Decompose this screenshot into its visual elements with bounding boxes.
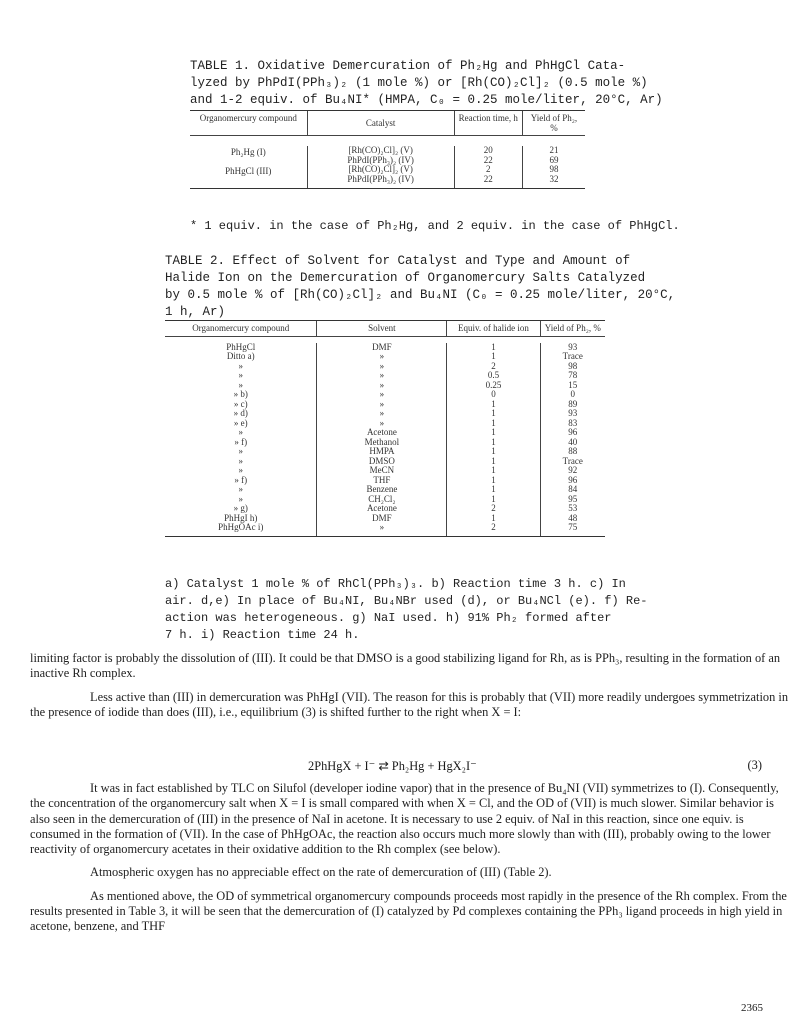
table2-equiv: 1: [491, 493, 496, 504]
table1-caption-line: TABLE 1. Oxidative Demercuration of Ph₂Hg and PhHgCl Cata-: [190, 59, 626, 73]
table2-solvent: Benzene: [366, 484, 398, 494]
table2-solvent: »: [379, 522, 385, 532]
table2-equiv: 2: [491, 503, 496, 513]
table2-footnote-line: 7 h. i) Reaction time 24 h.: [165, 628, 360, 642]
table1-catalyst: PhPdI(PPh₃)₂ (IV): [347, 154, 414, 165]
table2-yield: 88: [568, 446, 578, 456]
table-row: [190, 165, 585, 189]
table-row: [165, 343, 605, 537]
table2-footnote-line: action was heterogeneous. g) NaI used. h) 91% Ph₂ formed after: [165, 611, 612, 625]
table1-time: 22: [483, 173, 493, 184]
table2-compound: » c): [233, 398, 248, 409]
table1-footnote: [190, 218, 680, 235]
table2-compound: » f): [234, 436, 248, 447]
table2-solvent: DMF: [372, 341, 392, 352]
table2-yield: 96: [568, 427, 578, 437]
table2-solvent-column: [317, 343, 447, 537]
table2-equiv: 1: [491, 427, 496, 437]
table2-solvent: »: [379, 351, 385, 361]
table1-catalysts: [307, 165, 454, 189]
table1-compound: Ph₂Hg (I): [230, 147, 266, 157]
table1-catalyst: PhPdI(PPh₃)₂ (IV): [347, 173, 414, 184]
table2-solvent: »: [379, 379, 385, 390]
table2-compound: » b): [233, 389, 248, 399]
paragraph: As mentioned above, the OD of symmetrical organomercury compounds proceeds most rapidly in the presence of the Rh complex. From the results presented in Table 3, it will be seen that the demercuration of (I) catalyzed by Pd complexes containing the PPh₃ ligand proceeds in high yield in acetone, benzene, and THF: [30, 888, 787, 934]
table2-caption-line: 1 h, Ar): [165, 305, 226, 319]
table2-solvent: HMPA: [369, 446, 395, 456]
table2-equiv: 2: [491, 360, 496, 371]
table2-equiv-column: [447, 343, 540, 537]
table2-solvent: DMF: [372, 512, 392, 523]
table2-caption: [165, 253, 675, 321]
table1-footnote-text: * 1 equiv. in the case of Ph₂Hg, and 2 equiv. in the case of PhHgCl.: [190, 219, 680, 233]
table1-catalyst: [Rh(CO)₂Cl]₂ (V): [348, 145, 413, 155]
table2-solvent: MeCN: [369, 465, 395, 475]
table1-yield: 21: [549, 145, 559, 155]
page-number: 2365: [741, 1002, 763, 1014]
table2-equiv: 1: [491, 446, 496, 456]
table1-compound: PhHgCl (III): [190, 165, 307, 189]
table1-header-catalyst: Catalyst: [307, 111, 454, 136]
table2-solvent: »: [379, 408, 385, 418]
table2-solvent: »: [379, 370, 385, 380]
table2-yield: 84: [568, 484, 578, 494]
table2-caption-line: Halide Ion on the Demercuration of Organomercury Salts Catalyzed: [165, 271, 646, 285]
table2-solvent: Acetone: [366, 427, 397, 437]
table2-yield: 98: [568, 360, 578, 371]
table2-equiv: 1: [491, 408, 496, 418]
table1-yields: [522, 165, 585, 189]
table2-equiv: 1: [491, 398, 496, 409]
paragraph: Atmospheric oxygen has no appreciable effect on the rate of demercuration of (III) (Table 2).: [90, 865, 552, 880]
table2-equiv: 1: [491, 484, 496, 494]
table2-solvent: »: [379, 389, 385, 399]
table2-yield: 93: [568, 341, 578, 352]
paragraph: It was in fact established by TLC on Silufol (developer iodine vapor) that in the presence of Bu₄NI (VII) symmetrizes to (I). Consequently, the concentration of the organomercury salt when X = I is small compared with when X = Cl, and the OD of (VII) is much slower. Similar behavior is also seen in the demercuration of (III) in the presence of NaI in acetone. It is necessary to use 2 equiv. of NaI in this reaction, since one equiv. is consumed in the formation of (VII). In the case of PhHgOAc, the reaction also occurs much more slowly than with (III), probably owing to the lower reactivity of organomercury acetates in their oxidative addition to the Rh complex (see below).: [30, 781, 779, 857]
table2-equiv: 0.25: [485, 379, 502, 390]
table2-footnotes: [165, 576, 647, 644]
table2-solvent: Methanol: [364, 436, 400, 447]
table2-compound: » e): [233, 417, 248, 428]
table1-yield: 98: [549, 164, 559, 174]
table2-equiv: 0.5: [487, 370, 500, 380]
table2-compound: PhHgCl: [226, 341, 256, 352]
table1-header-time: Reaction time, h: [454, 111, 522, 136]
table2-yield: 89: [568, 398, 578, 409]
table1-header-yield: Yield of Ph₂, %: [522, 111, 585, 136]
table2-equiv: 1: [491, 341, 496, 352]
table2-yield: 53: [568, 503, 578, 513]
table2-compound: »: [238, 360, 243, 371]
table2-yield: 93: [568, 408, 578, 418]
table1-catalyst: [Rh(CO)₂Cl]₂ (V): [348, 164, 413, 174]
table2-caption-line: by 0.5 mole % of [Rh(CO)₂Cl]₂ and Bu₄NI (C₀ = 0.25 mole/liter, 20°C,: [165, 288, 676, 302]
table2-yield: 92: [568, 465, 578, 475]
table2-equiv: 1: [491, 455, 496, 466]
table2-compound: »: [238, 446, 243, 456]
table2-equiv: 1: [491, 417, 496, 428]
table2-yield: 15: [568, 379, 578, 390]
table2-solvent: »: [379, 360, 385, 371]
table1-header-compound: Organomercury compound: [190, 111, 307, 136]
table2-caption-line: TABLE 2. Effect of Solvent for Catalyst and Type and Amount of: [165, 254, 631, 268]
table1-caption-line: lyzed by PhPdI(PPh₃)₂ (1 mole %) or [Rh(CO)₂Cl]₂ (0.5 mole %): [190, 76, 648, 90]
table2-footnote-line: a) Catalyst 1 mole % of RhCl(PPh₃)₃. b) Reaction time 3 h. c) In: [165, 577, 626, 591]
table2-equiv: 1: [491, 465, 496, 475]
table1-time: 22: [483, 154, 493, 165]
table1-catalysts: [307, 146, 454, 165]
table1-times: [454, 165, 522, 189]
table2-yield-column: [540, 343, 605, 537]
table1: [190, 110, 585, 189]
table2-yield: 95: [568, 493, 578, 504]
body-text: [30, 651, 790, 728]
table2-yield: 83: [568, 417, 578, 428]
table2-compound: »: [238, 484, 243, 494]
table1-caption: [190, 58, 663, 109]
table1-yield: 32: [549, 173, 559, 184]
table2-yield: Trace: [562, 351, 583, 361]
body-text-continued: [30, 781, 790, 943]
table1-caption-line: and 1-2 equiv. of Bu₄NI* (HMPA, C₀ = 0.25 mole/liter, 20°C, Ar): [190, 93, 663, 107]
table2-header-equiv: Equiv. of halide ion: [447, 321, 540, 337]
table2-equiv: 1: [491, 474, 496, 485]
table2-solvent: CH₂Cl₂: [368, 493, 396, 504]
table2-compound: » g): [233, 503, 248, 513]
table2-header-solvent: Solvent: [317, 321, 447, 337]
table2-compound: »: [238, 427, 243, 437]
table2-compound: »: [238, 379, 243, 390]
table2-solvent: »: [379, 417, 385, 428]
table2-yield: 75: [568, 522, 578, 532]
table2-equiv: 2: [491, 522, 496, 532]
table-row: [190, 146, 585, 165]
table2-footnote-line: air. d,e) In place of Bu₄NI, Bu₄NBr used (d), or Bu₄NCl (e). f) Re-: [165, 594, 648, 608]
table2-yield: Trace: [562, 455, 583, 466]
table2-compound: »: [238, 455, 243, 466]
table2-compound: PhHgOAc i): [218, 522, 264, 532]
table2-compound: »: [238, 370, 243, 380]
table2-yield: 96: [568, 474, 578, 485]
table2-equiv: 1: [491, 351, 496, 361]
equation-number: (3): [747, 758, 762, 772]
equation-text: 2PhHgX + I⁻ ⇄ Ph₂Hg + HgX₂I⁻: [308, 759, 477, 773]
table2-compound-column: [165, 343, 317, 537]
table2-equiv: 1: [491, 512, 496, 523]
table2-yield: 40: [568, 436, 578, 447]
table2-solvent: »: [379, 398, 385, 409]
table2-solvent: DMSO: [368, 455, 395, 466]
table2: [165, 320, 605, 537]
table1-times: [454, 146, 522, 165]
table2-equiv: 0: [491, 389, 496, 399]
table2-yield: 0: [570, 389, 575, 399]
table2-compound: »: [238, 465, 243, 475]
paragraph: Less active than (III) in demercuration was PhHgI (VII). The reason for this is probably that (VII) more readily undergoes symmetrization in the presence of iodide than does (III), i.e., equilibrium (3) is shifted further to the right when X = I:: [30, 689, 789, 719]
table1-time: 20: [483, 145, 493, 155]
table2-solvent: THF: [373, 474, 391, 485]
table1-time: 2: [486, 164, 491, 174]
table2-yield: 78: [568, 370, 578, 380]
table2-compound: Ditto a): [226, 351, 255, 361]
table2-compound: »: [238, 493, 243, 504]
table1-yields: [522, 146, 585, 165]
table2-header-compound: Organomercury compound: [165, 321, 317, 337]
table2-header-yield: Yield of Ph₂, %: [540, 321, 605, 337]
table2-yield: 48: [568, 512, 578, 523]
table2-compound: PhHgI h): [224, 512, 258, 523]
paragraph: limiting factor is probably the dissolution of (III). It could be that DMSO is a good stabilizing ligand for Rh, as is PPh₃, resulting in the formation of an inactive Rh complex.: [30, 651, 781, 681]
table2-solvent: Acetone: [366, 503, 397, 513]
table2-compound: » d): [233, 408, 248, 418]
table1-yield: 69: [549, 154, 559, 165]
table2-compound: » f): [234, 474, 248, 485]
table2-equiv: 1: [491, 436, 496, 447]
